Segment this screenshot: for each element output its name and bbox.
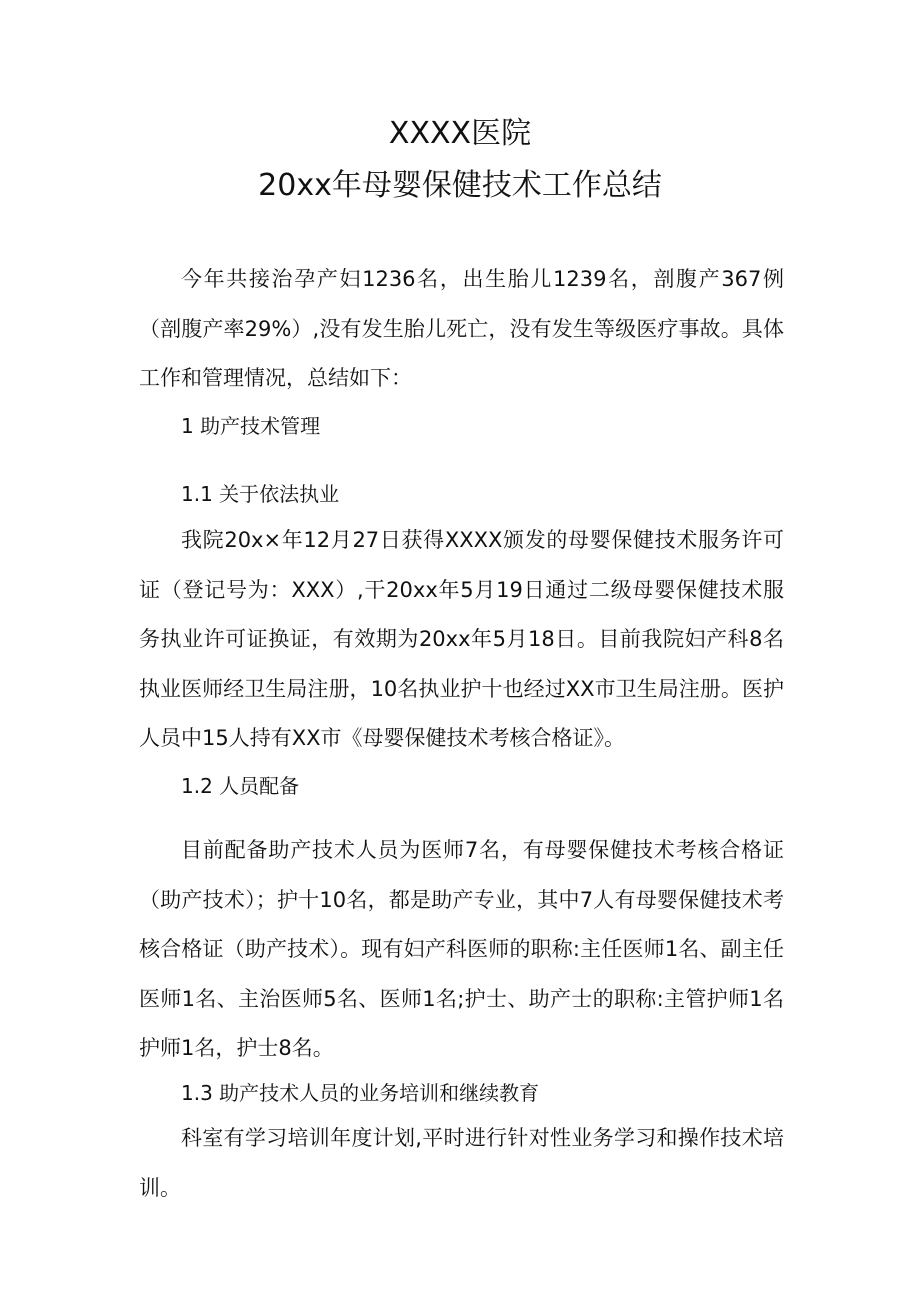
section-1-3-body: 科室有学习培训年度计划,平时进行针对性业务学习和操作技术培训。 [139, 1126, 784, 1200]
section-1-1-heading: 1.1 关于依法执业 [181, 482, 340, 506]
hospital-title: XXXX医院 [388, 116, 532, 151]
report-title: 20xx年母婴保健技术工作总结 [258, 168, 662, 203]
section-1-3-heading: 1.3 助产技术人员的业务培训和继续教育 [181, 1081, 540, 1105]
section-1-2-heading: 1.2 人员配备 [181, 774, 300, 798]
intro-paragraph: 今年共接治孕产妇1236名，出生胎儿1239名，剖腹产367例（剖腹产率29%）,没有发生胎儿死亡，没有发生等级医疗事故。具体工作和管理情况，总结如下： [139, 267, 784, 390]
section-1-heading: 1 助产技术管理 [181, 414, 321, 438]
section-1-2-body: 目前配备助产技术人员为医师7名，有母婴保健技术考核合格证（助产技术）；护十10名，都是助产专业，其中7人有母婴保健技术考核合格证（助产技术）。现有妇产科医师的职称:主任医师1名、副主任医师1名、主治医师5名、医师1名;护士、助产士的职称:主管护师1名护师1名，护士8名。 [139, 838, 784, 1060]
section-1-1-body: 我院20x×年12月27日获得XXXX颁发的母婴保健技术服务许可证（登记号为：XXX）,干20xx年5月19日通过二级母婴保健技术服务执业许可证换证，有效期为20xx年5月18日。目前我院妇产科8名执业医师经卫生局注册，10名执业护十也经过XX市卫生局注册。医护人员中15人持有XX市《母婴保健技术考核合格证》。 [139, 528, 784, 750]
